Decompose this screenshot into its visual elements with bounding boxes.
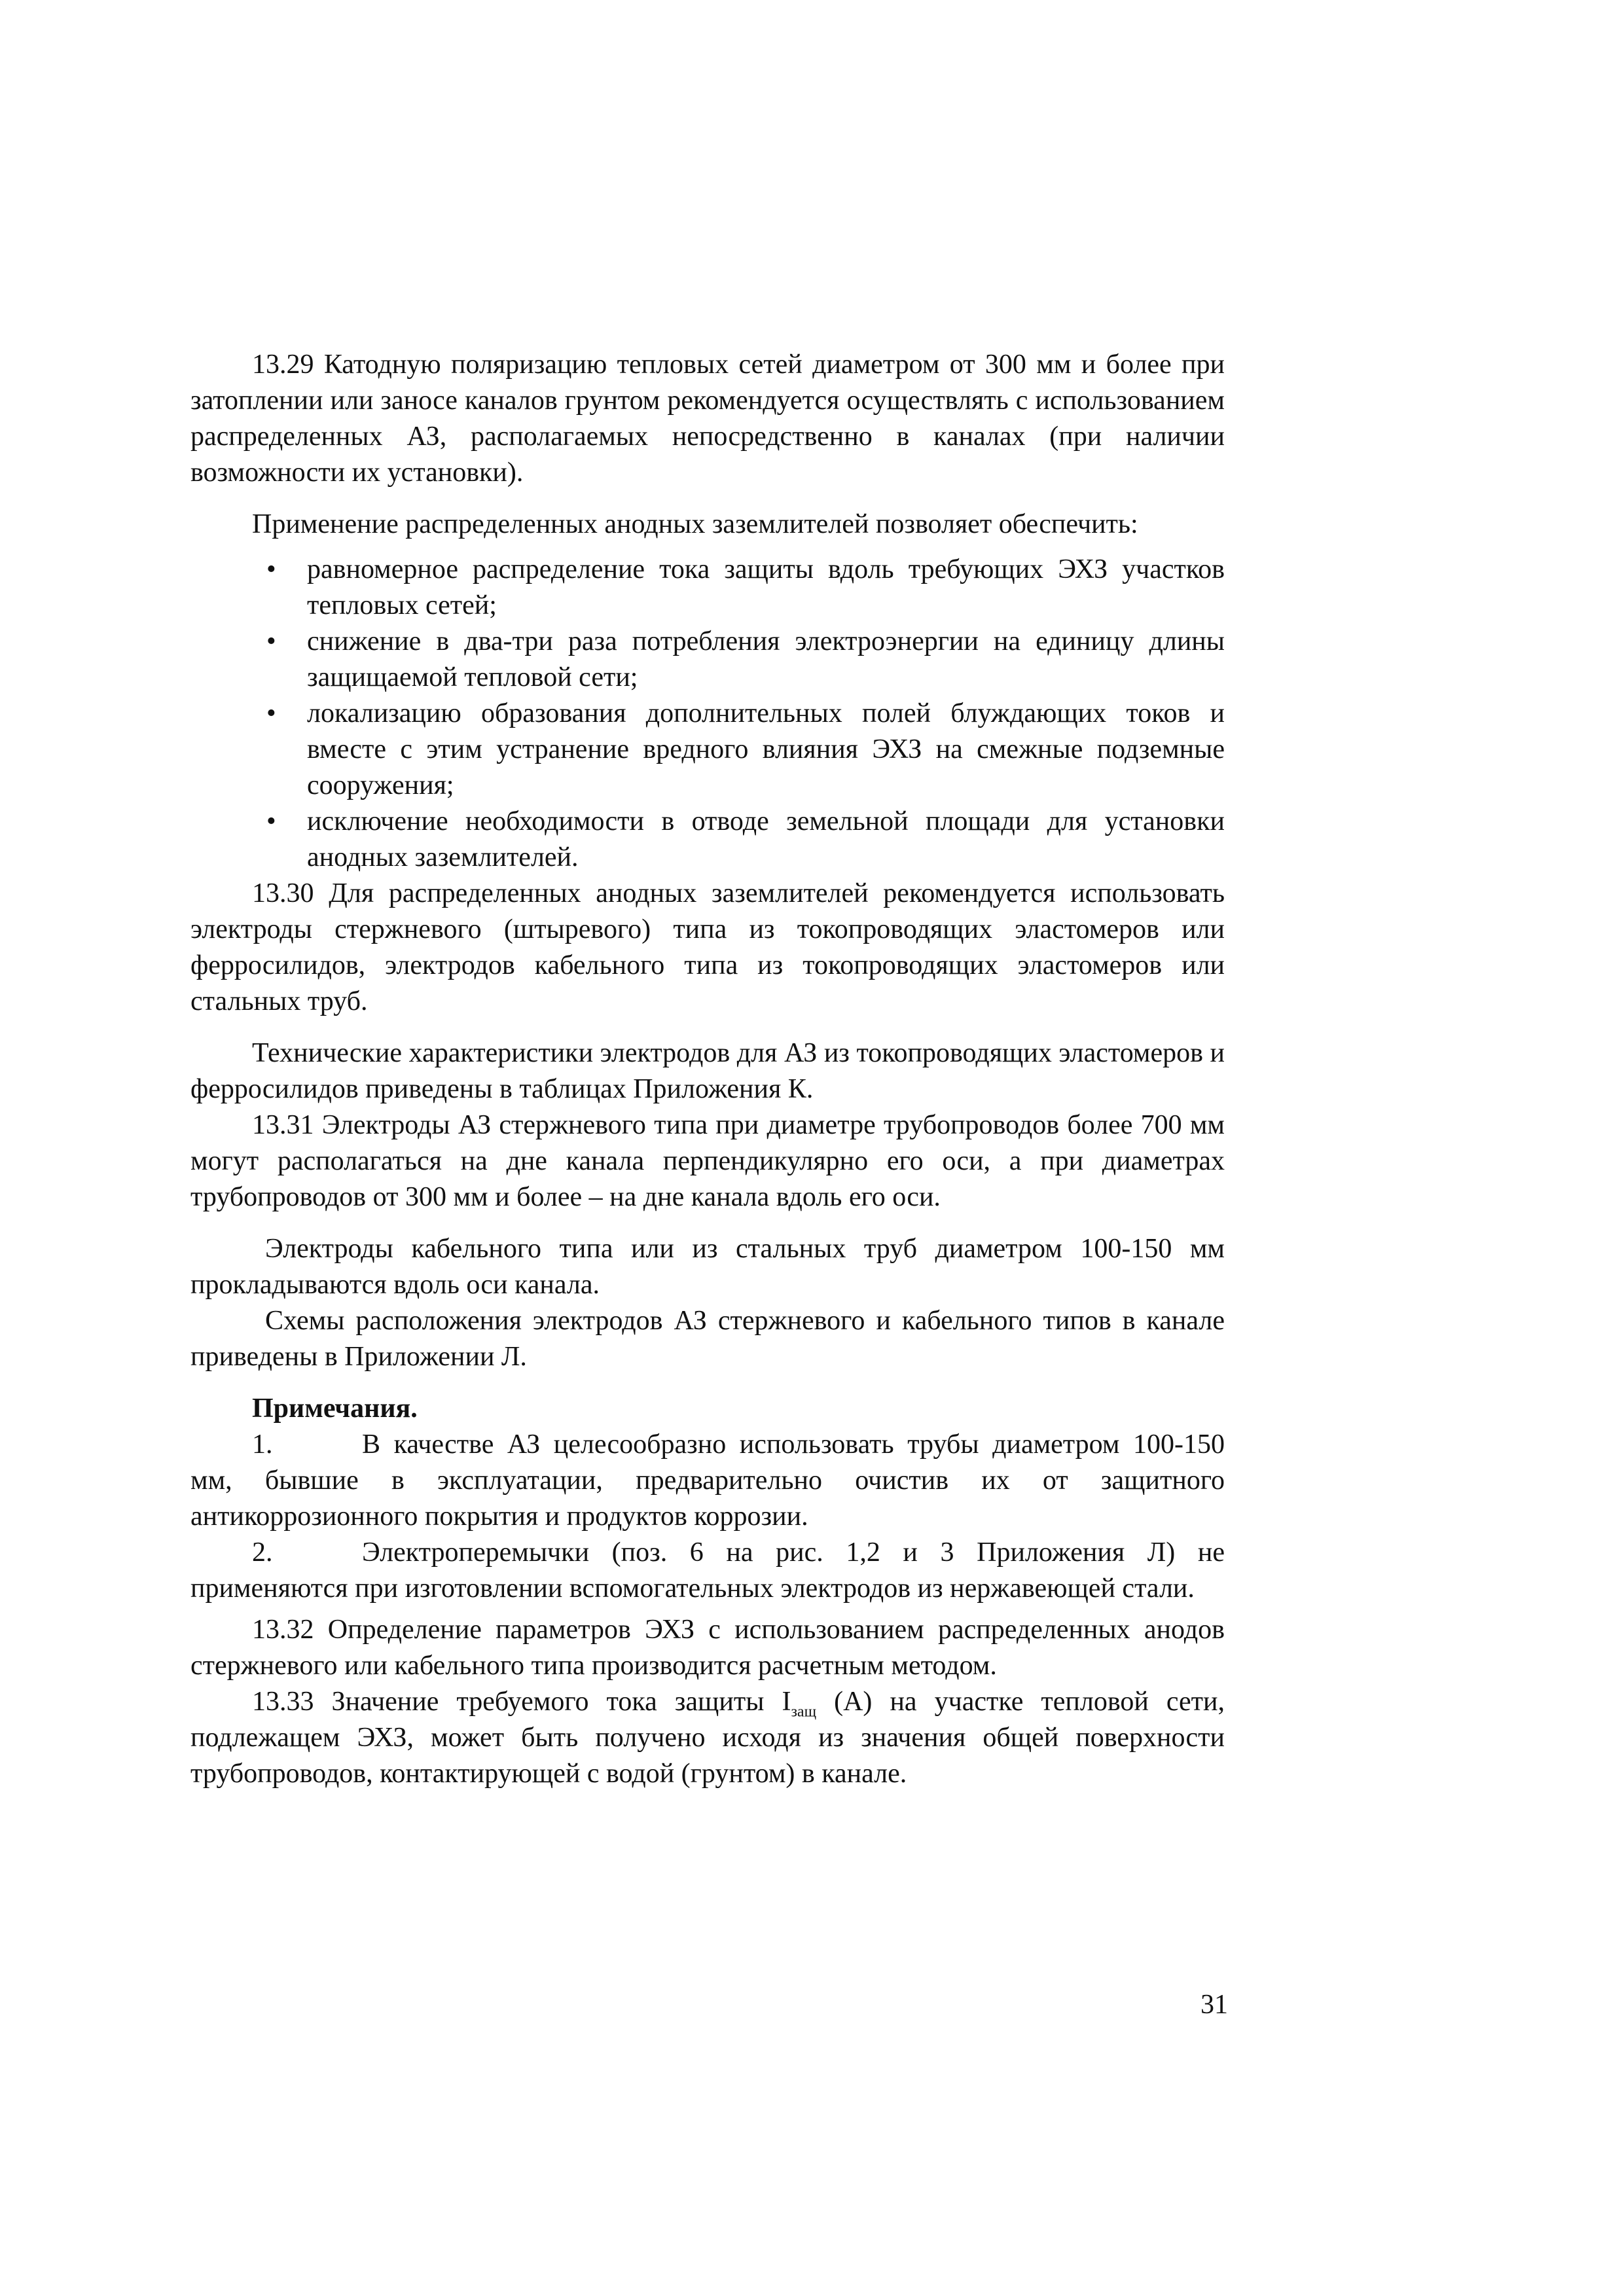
bullet-icon: • <box>266 806 276 836</box>
page-body <box>190 347 1225 1792</box>
note-1 <box>190 1427 1225 1535</box>
bullet-icon: • <box>266 554 276 584</box>
list-item: • равномерное распределение тока защиты вдоль требующих ЭХЗ участков тепловых сетей; <box>307 552 1225 624</box>
section-13-30: 13.30 Для распределенных анодных заземлителей рекомендуется использовать электроды стержневого (штыревого) типа из токопроводящих эластомеров или ферросилидов, электродов кабельного типа из токопроводящих эластомеров или стальных труб. <box>190 878 1225 1016</box>
section-13-32: 13.32 Определение параметров ЭХЗ с использованием распределенных анодов стержневого или кабельного типа производится расчетным методом. <box>190 1615 1225 1681</box>
section-13-29: 13.29 Катодную поляризацию тепловых сетей диаметром от 300 мм и более при затоплении или заносе каналов грунтом рекомендуется осуществлять с использованием распределенных АЗ, располагаемых непосредственно в каналах (при наличии возможности их установки). <box>190 350 1225 488</box>
bullet-icon: • <box>266 698 276 728</box>
page-number: 31 <box>1200 1990 1228 2020</box>
note-text: Электроперемычки (поз. 6 на рис. 1,2 и 3 Приложения Л) не применяются при изготовлении вспомогательных электродов из нержавеющей стали. <box>190 1537 1225 1604</box>
benefits-list <box>190 552 1225 876</box>
section-13-33: 13.33 Значение требуемого тока защиты $I_{защ}$ (А) на участке тепловой сети, подлежащем ЭХЗ, может быть получено исходя из значения общей поверхности трубопроводов, контактирующей с водой (грунтом) в канале. <box>190 1687 1225 1789</box>
list-item: • снижение в два-три раза потребления электроэнергии на единицу длины защищаемой тепловой сети; <box>307 624 1225 696</box>
list-item: • исключение необходимости в отводе земельной площади для установки анодных заземлителей. <box>307 804 1225 876</box>
note-text: В качестве АЗ целесообразно использовать трубы диаметром 100-150 мм, бывшие в эксплуатации, предварительно очистив их от защитного антикоррозионного покрытия и продуктов коррозии. <box>190 1429 1225 1532</box>
note-number: 1. <box>252 1429 273 1460</box>
section-13-31: 13.31 Электроды АЗ стержневого типа при диаметре трубопроводов более 700 мм могут располагаться на дне канала перпендикулярно его оси, а при диаметрах трубопроводов от 300 мм и более – на дне канала вдоль его оси. <box>190 1110 1225 1212</box>
electrode-characteristics: Технические характеристики электродов для АЗ из токопроводящих эластомеров и ферросилидов приведены в таблицах Приложения К. <box>190 1038 1225 1104</box>
distributed-anodes-intro: Применение распределенных анодных заземлителей позволяет обеспечить: <box>252 509 1138 539</box>
bullet-icon: • <box>266 626 276 656</box>
list-item: • локализацию образования дополнительных полей блуждающих токов и вместе с этим устранение вредного влияния ЭХЗ на смежные подземные сооружения; <box>307 696 1225 804</box>
note-2 <box>190 1535 1225 1607</box>
electrode-layout: Схемы расположения электродов АЗ стержневого и кабельного типов в канале приведены в Приложении Л. <box>190 1306 1225 1372</box>
notes-title: Примечания. <box>252 1393 418 1424</box>
note-number: 2. <box>252 1537 273 1568</box>
cable-electrodes: Электроды кабельного типа или из стальных труб диаметром 100-150 мм прокладываются вдоль оси канала. <box>190 1234 1225 1300</box>
current-subscript: защ <box>791 1703 817 1721</box>
